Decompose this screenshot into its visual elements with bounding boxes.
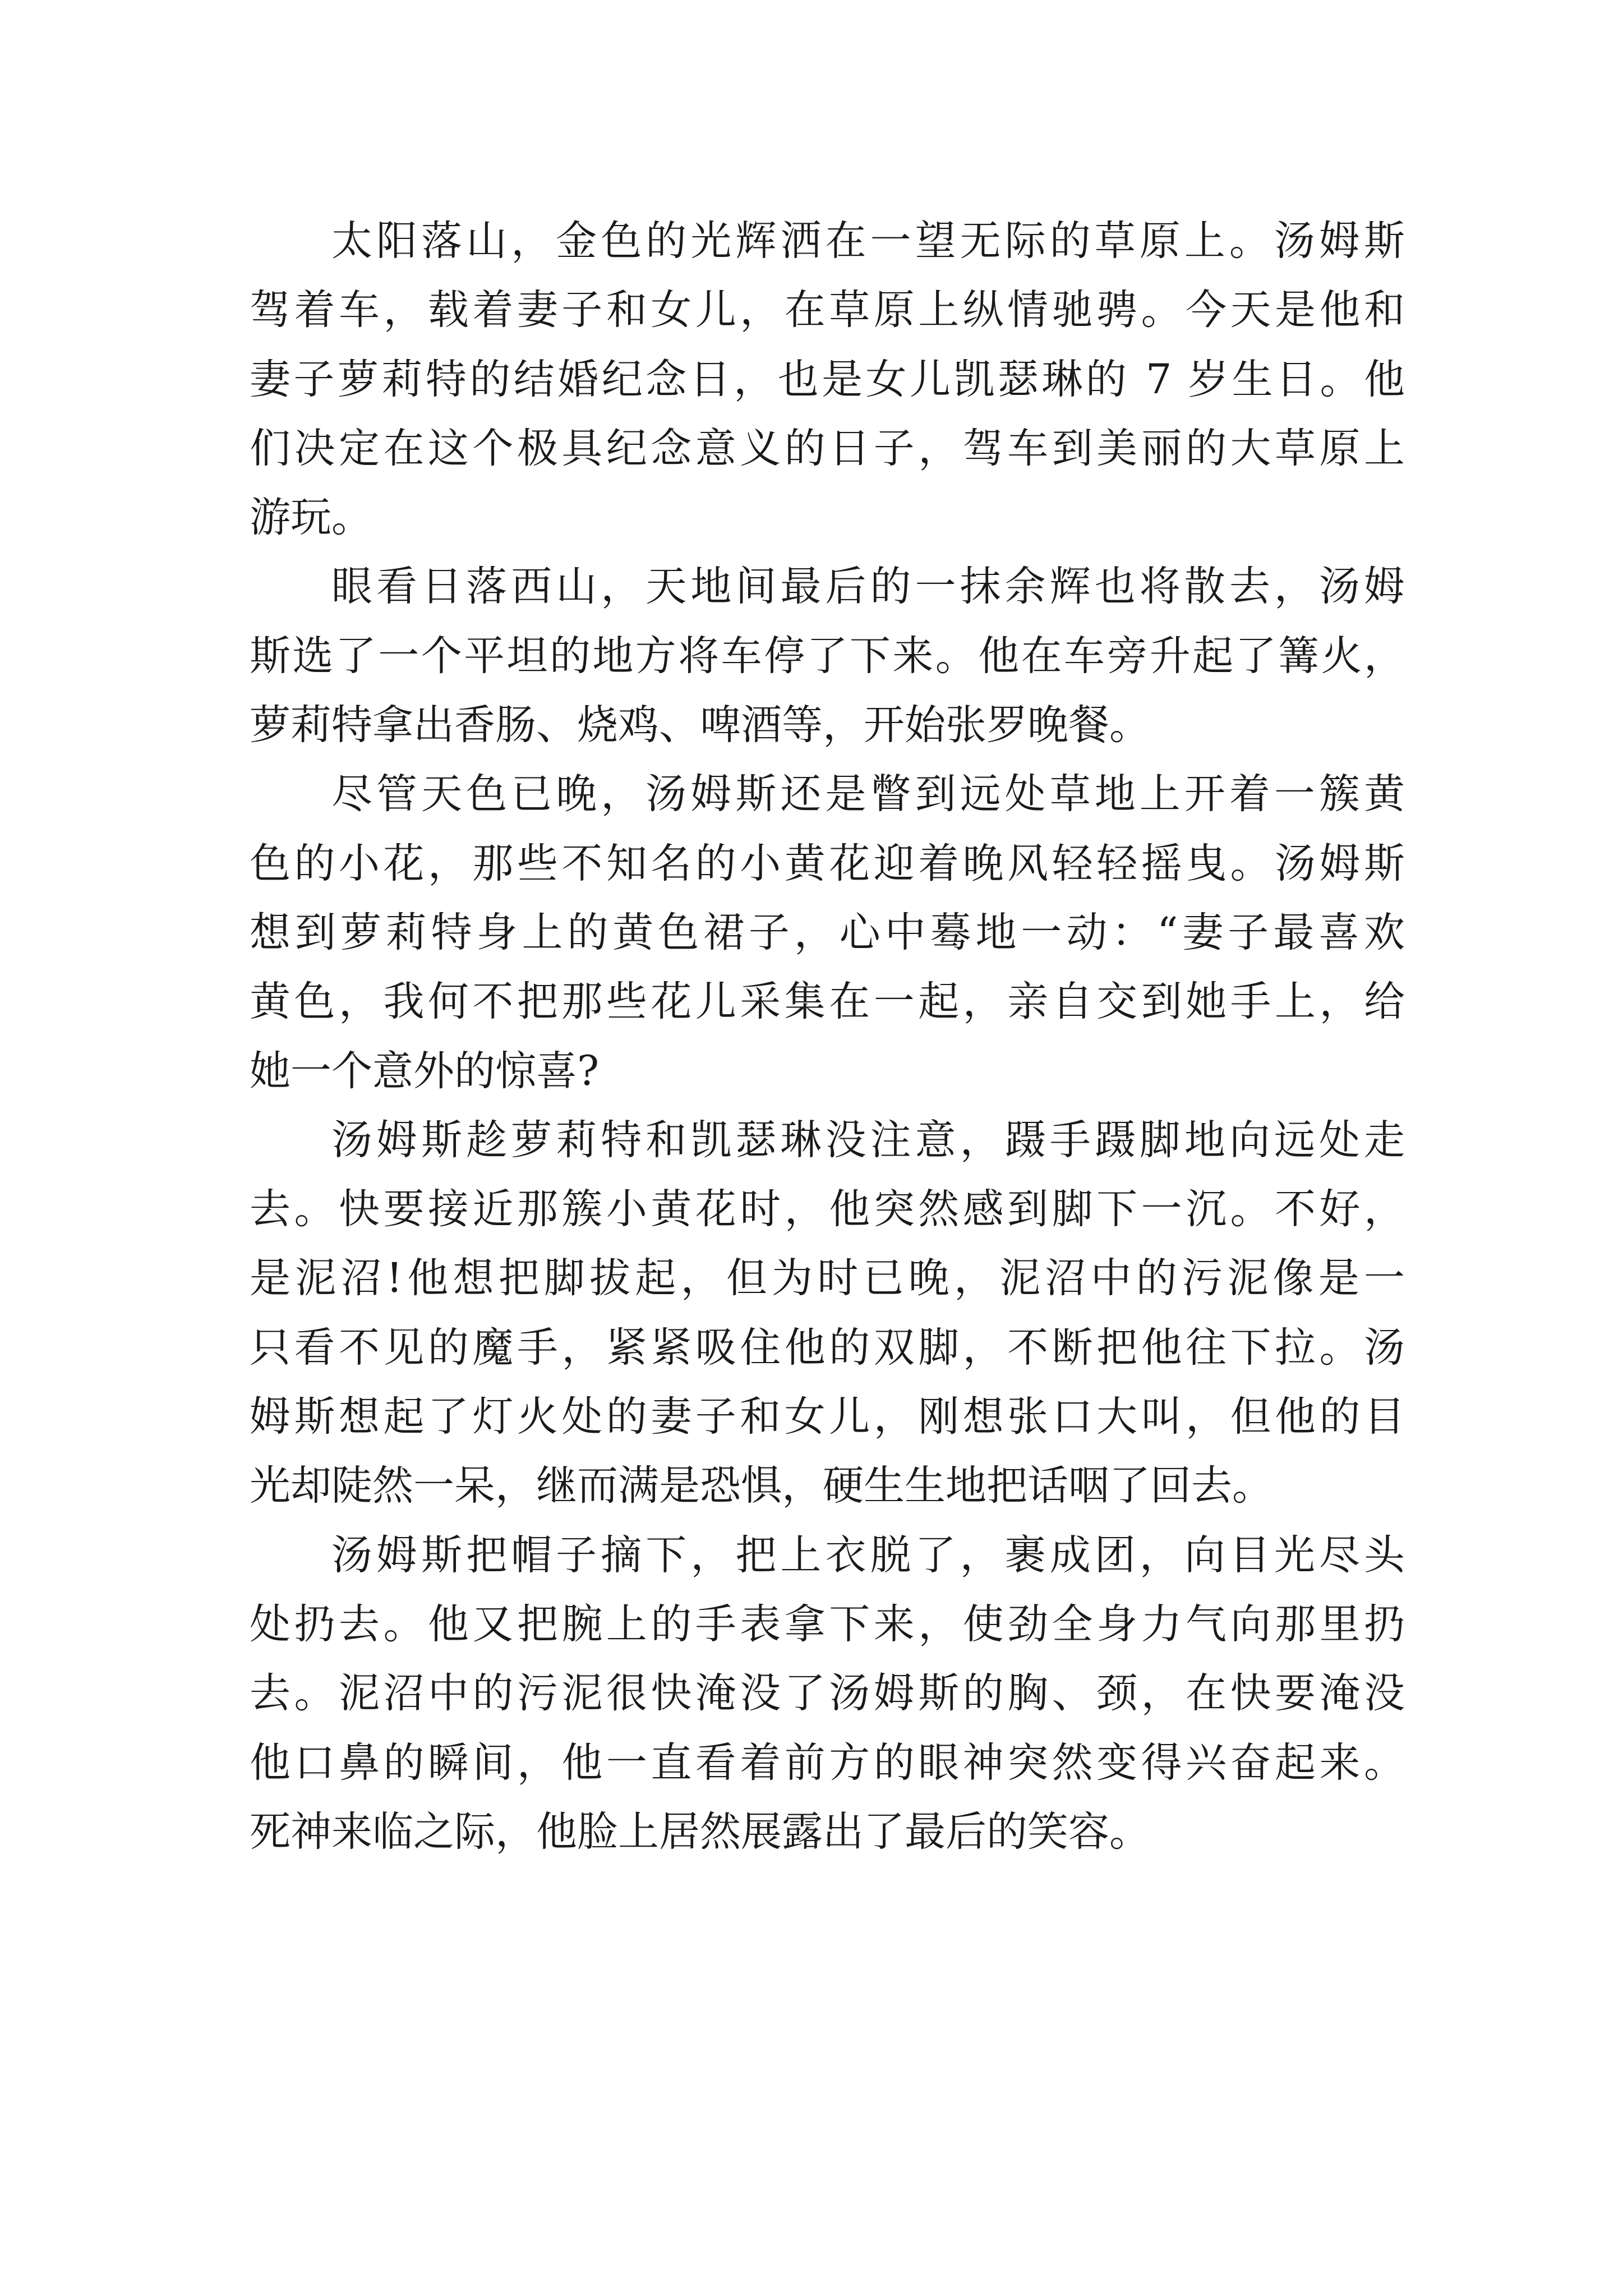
text-line: 黄色，我何不把那些花儿采集在一起，亲自交到她手上，给: [250, 978, 1405, 1026]
text-line: 汤姆斯趁萝莉特和凯瑟琳没注意，蹑手蹑脚地向远处走: [331, 1116, 1405, 1164]
text-line: 们决定在这个极具纪念意义的日子，驾车到美丽的大草原上: [250, 424, 1405, 472]
text-line: 光却陡然一呆，继而满是恐惧，硬生生地把话咽了回去。: [250, 1462, 1273, 1510]
text-line: 斯选了一个平坦的地方将车停了下来。他在车旁升起了篝火，: [250, 632, 1405, 680]
text-line: 色的小花，那些不知名的小黄花迎着晚风轻轻摇曳。汤姆斯: [250, 839, 1405, 887]
text-line: 死神来临之际，他脸上居然展露出了最后的笑容。: [250, 1807, 1150, 1856]
text-line: 游玩。: [250, 494, 372, 542]
text-line: 尽管天色已晚，汤姆斯还是瞥到远处草地上开着一簇黄: [331, 770, 1405, 818]
text-line: 去。快要接近那簇小黄花时，他突然感到脚下一沉。不好，: [250, 1185, 1405, 1234]
text-line: 处扔去。他又把腕上的手表拿下来，使劲全身力气向那里扔: [250, 1600, 1405, 1648]
text-line: 萝莉特拿出香肠、烧鸡、啤酒等，开始张罗晚餐。: [250, 701, 1150, 749]
paragraph-1: [250, 206, 1405, 552]
story-text: [250, 206, 1405, 1866]
paragraph-5: [250, 1521, 1405, 1866]
text-line: 姆斯想起了灯火处的妻子和女儿，刚想张口大叫，但他的目: [250, 1393, 1405, 1441]
text-line: 妻子萝莉特的结婚纪念日，也是女儿凯瑟琳的 7 岁生日。他: [250, 355, 1405, 403]
text-line: 想到萝莉特身上的黄色裙子，心中蓦地一动：“妻子最喜欢: [250, 908, 1405, 956]
text-line: 汤姆斯把帽子摘下，把上衣脱了，裹成团，向目光尽头: [331, 1531, 1405, 1579]
text-line: 眼看日落西山，天地间最后的一抹余辉也将散去，汤姆: [331, 563, 1405, 611]
text-line: 他口鼻的瞬间，他一直看着前方的眼神突然变得兴奋起来。: [250, 1738, 1405, 1787]
paragraph-3: [250, 760, 1405, 1105]
text-line: 太阳落山，金色的光辉洒在一望无际的草原上。汤姆斯: [331, 217, 1405, 265]
text-line: 只看不见的魔手，紧紧吸住他的双脚，不断把他往下拉。汤: [250, 1323, 1405, 1372]
paragraph-2: [250, 552, 1405, 760]
text-line: 驾着车，载着妻子和女儿，在草原上纵情驰骋。今天是他和: [250, 286, 1405, 334]
text-line: 她一个意外的惊喜?: [250, 1047, 600, 1095]
text-line: 去。泥沼中的污泥很快淹没了汤姆斯的胸、颈，在快要淹没: [250, 1669, 1405, 1718]
text-line: 是泥沼!他想把脚拔起，但为时已晚，泥沼中的污泥像是一: [250, 1254, 1405, 1303]
paragraph-4: [250, 1106, 1405, 1521]
